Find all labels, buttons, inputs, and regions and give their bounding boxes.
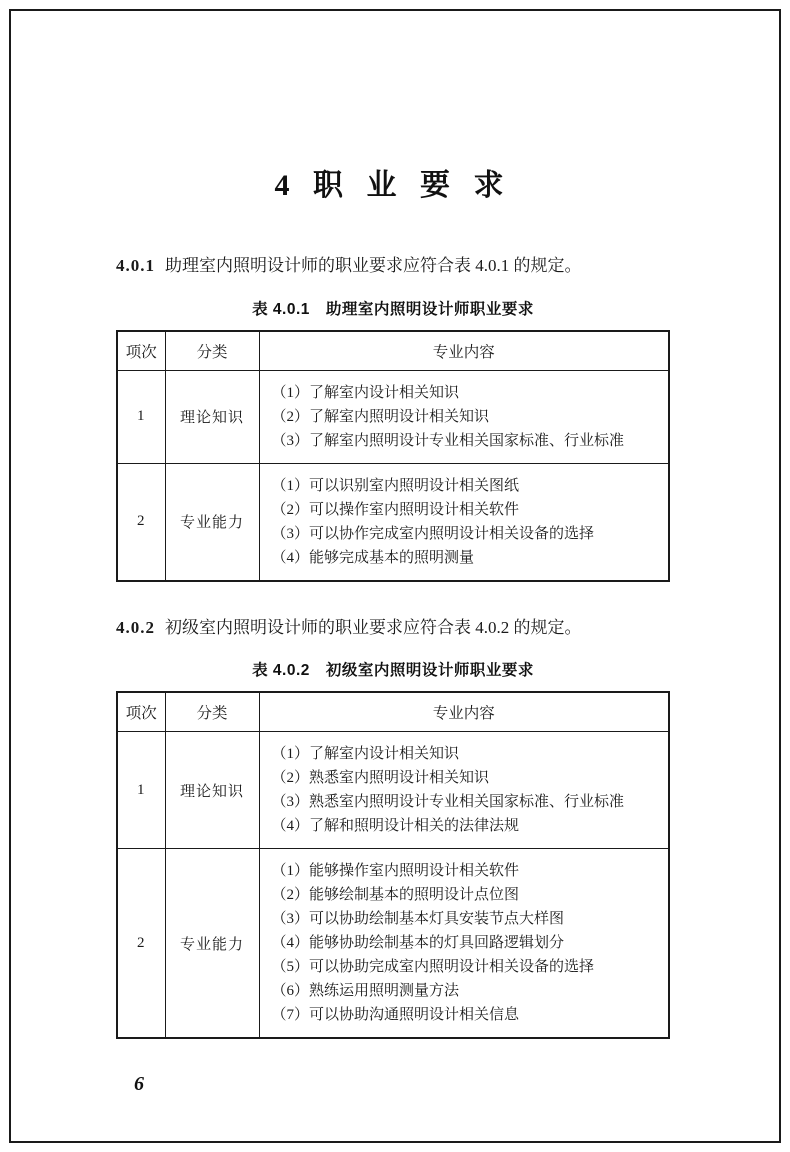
table-4-0-2 [116, 691, 670, 1039]
row-category: 理论知识 [165, 732, 259, 849]
row-index: 2 [117, 849, 165, 1039]
content-item: （1）了解室内设计相关知识 [271, 384, 460, 401]
content-item: （7）可以协助沟通照明设计相关信息 [271, 1007, 520, 1024]
table-header-row [117, 692, 669, 732]
header-cell-category: 分类 [165, 692, 259, 732]
content-item: （2）熟悉室内照明设计相关知识 [271, 770, 490, 787]
row-content [259, 732, 669, 849]
table-caption-4-0-1: 表 4.0.1 助理室内照明设计师职业要求 [252, 300, 534, 318]
table-row [117, 370, 669, 463]
header-cell-category: 分类 [165, 331, 259, 371]
page-number: 6 [134, 1073, 144, 1096]
table-row [117, 463, 669, 581]
clause-4-0-2 [116, 616, 670, 641]
content-item: （2）能够绘制基本的照明设计点位图 [271, 887, 520, 904]
content-item: （4）能够完成基本的照明测量 [271, 549, 475, 566]
content-item: （1）可以识别室内照明设计相关图纸 [271, 477, 520, 494]
content-item: （5）可以协助完成室内照明设计相关设备的选择 [271, 959, 595, 976]
section-4-0-1 [116, 254, 670, 582]
table-4-0-1 [116, 330, 670, 582]
row-category: 专业能力 [165, 849, 259, 1039]
table-row [117, 849, 669, 1039]
clause-number: 4.0.1 [116, 256, 155, 275]
row-index: 1 [117, 370, 165, 463]
content-item: （4）能够协助绘制基本的灯具回路逻辑划分 [271, 935, 565, 952]
header-cell-content: 专业内容 [259, 331, 669, 371]
row-category: 理论知识 [165, 370, 259, 463]
content-item: （6）熟练运用照明测量方法 [271, 983, 460, 1000]
header-cell-index: 项次 [117, 331, 165, 371]
clause-text: 初级室内照明设计师的职业要求应符合表 4.0.2 的规定。 [165, 617, 582, 637]
row-content [259, 849, 669, 1039]
chapter-title: 4 职 业 要 求 [274, 169, 512, 202]
header-cell-index: 项次 [117, 692, 165, 732]
content-item: （3）熟悉室内照明设计专业相关国家标准、行业标准 [271, 794, 625, 811]
clause-text: 助理室内照明设计师的职业要求应符合表 4.0.1 的规定。 [165, 256, 582, 275]
clause-4-0-1 [116, 254, 670, 279]
row-index: 1 [117, 732, 165, 849]
section-4-0-2 [116, 616, 670, 1040]
row-content [259, 463, 669, 581]
header-cell-content: 专业内容 [259, 692, 669, 732]
table-header-row [117, 331, 669, 371]
content-item: （3）可以协作完成室内照明设计相关设备的选择 [271, 525, 595, 542]
content-item: （2）可以操作室内照明设计相关软件 [271, 501, 520, 518]
row-category: 专业能力 [165, 463, 259, 581]
content-item: （4）了解和照明设计相关的法律法规 [271, 818, 520, 835]
row-content [259, 370, 669, 463]
content-item: （1）能够操作室内照明设计相关软件 [271, 863, 520, 880]
table-caption-4-0-2: 表 4.0.2 初级室内照明设计师职业要求 [252, 662, 534, 680]
clause-number: 4.0.2 [116, 617, 155, 637]
table-row [117, 732, 669, 849]
content-item: （1）了解室内设计相关知识 [271, 746, 460, 763]
content-item: （2）了解室内照明设计相关知识 [271, 408, 490, 425]
row-index: 2 [117, 463, 165, 581]
content-item: （3）可以协助绘制基本灯具安装节点大样图 [271, 911, 565, 928]
content-item: （3）了解室内照明设计专业相关国家标准、行业标准 [271, 432, 625, 449]
